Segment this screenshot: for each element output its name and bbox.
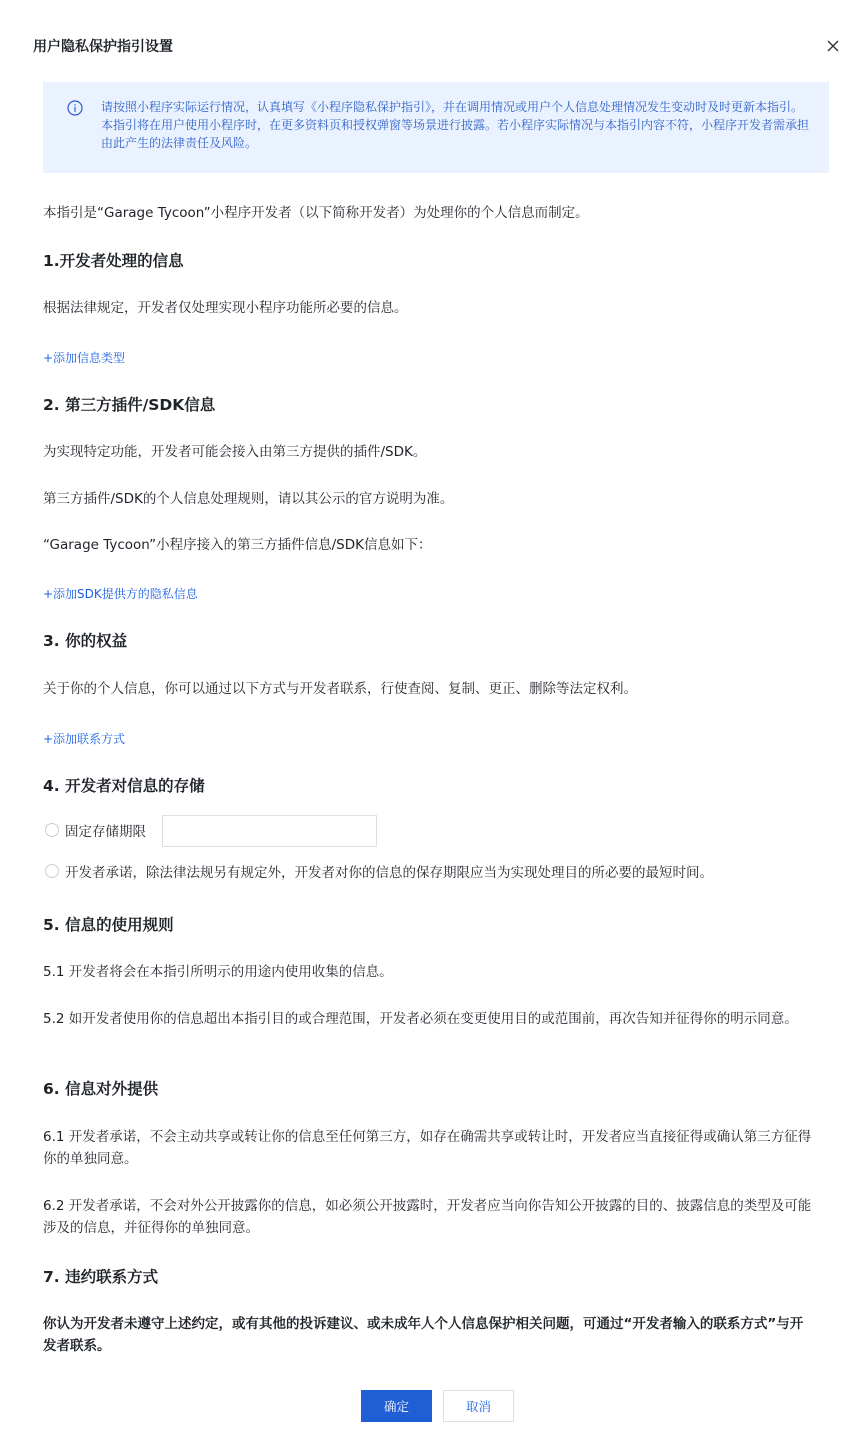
section5-text2: 5.2 如开发者使用你的信息超出本指引目的或合理范围，开发者必须在变更使用目的或范围前，再次告知并征得你的明示同意。 [43, 1011, 798, 1027]
section7-text: 你认为开发者未遵守上述约定，或有其他的投诉建议、或未成年人个人信息保护相关问题，可通过“开发者输入的联系方式”与开发者联系。 [43, 1316, 804, 1354]
info-icon [67, 100, 83, 116]
close-icon[interactable] [824, 37, 842, 55]
cancel-button[interactable]: 取消 [443, 1390, 514, 1422]
section3-text: 关于你的个人信息，你可以通过以下方式与开发者联系，行使查阅、复制、更正、删除等法定权利。 [43, 681, 637, 697]
section3-heading: 3. 你的权益 [43, 632, 128, 650]
section6-text1: 6.1 开发者承诺，不会主动共享或转让你的信息至任何第三方，如存在确需共享或转让时，开发者应当直接征得或确认第三方征得你的单独同意。 [43, 1129, 812, 1167]
dialog-title: 用户隐私保护指引设置 [33, 39, 173, 55]
notice-text: 请按照小程序实际运行情况，认真填写《小程序隐私保护指引》，并在调用情况或用户个人信息处理情况发生变动时及时更新本指引。本指引将在用户使用小程序时，在更多资料页和授权弹窗等场景进行披露。若小程序实际情况与本指引内容不符，小程序开发者需承担由此产生的法律责任及风险。 [101, 100, 810, 150]
radio-minimum-period-circle[interactable] [45, 864, 59, 878]
radio-fixed-period-circle[interactable] [45, 823, 59, 837]
section4-heading: 4. 开发者对信息的存储 [43, 777, 205, 795]
section6-heading: 6. 信息对外提供 [43, 1080, 159, 1098]
radio-minimum-period[interactable] [45, 861, 713, 881]
add-sdk-privacy-link[interactable]: +添加SDK提供方的隐私信息 [43, 587, 198, 601]
add-info-type-link[interactable]: +添加信息类型 [43, 351, 126, 365]
radio-fixed-period[interactable] [45, 820, 146, 840]
intro-text: 本指引是“Garage Tycoon”小程序开发者（以下简称开发者）为处理你的个人信息而制定。 [43, 205, 589, 221]
add-contact-link[interactable]: +添加联系方式 [43, 732, 126, 746]
radio-minimum-period-label: 开发者承诺，除法律法规另有规定外，开发者对你的信息的保存期限应当为实现处理目的所必要的最短时间。 [65, 865, 713, 881]
section5-heading: 5. 信息的使用规则 [43, 916, 174, 934]
section6-text2: 6.2 开发者承诺，不会对外公开披露你的信息，如必须公开披露时，开发者应当向你告知公开披露的目的、披露信息的类型及可能涉及的信息，并征得你的单独同意。 [43, 1198, 812, 1236]
section1-text: 根据法律规定，开发者仅处理实现小程序功能所必要的信息。 [43, 300, 408, 316]
section1-heading: 1.开发者处理的信息 [43, 252, 184, 270]
storage-period-input[interactable] [162, 815, 377, 847]
section5-text1: 5.1 开发者将会在本指引所明示的用途内使用收集的信息。 [43, 964, 393, 980]
section2-text2: 第三方插件/SDK的个人信息处理规则，请以其公示的官方说明为准。 [43, 491, 454, 507]
section2-text3: “Garage Tycoon”小程序接入的第三方插件信息/SDK信息如下： [43, 537, 432, 553]
section2-heading: 2. 第三方插件/SDK信息 [43, 396, 216, 414]
section2-text1: 为实现特定功能，开发者可能会接入由第三方提供的插件/SDK。 [43, 444, 427, 460]
confirm-button[interactable]: 确定 [361, 1390, 432, 1422]
section7-heading: 7. 违约联系方式 [43, 1268, 159, 1286]
notice-banner [43, 82, 829, 173]
radio-fixed-period-label: 固定存储期限 [65, 824, 146, 840]
